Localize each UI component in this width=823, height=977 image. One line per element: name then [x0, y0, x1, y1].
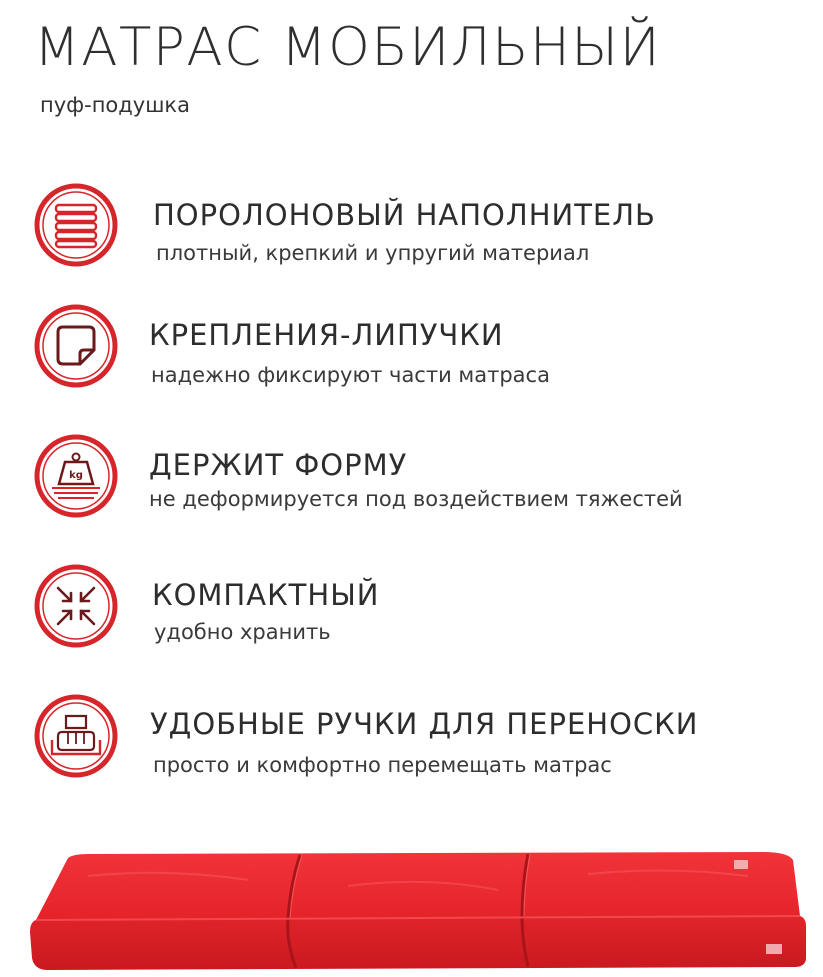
- feature-title: ДЕРЖИТ ФОРМУ: [149, 448, 408, 482]
- weight-kg-icon: [32, 432, 120, 520]
- feature-carry-handles: [0, 690, 823, 790]
- feature-velcro: [0, 300, 823, 400]
- svg-text:kg: kg: [69, 470, 83, 481]
- feature-description: удобно хранить: [154, 620, 331, 644]
- page-title: МАТРАС МОБИЛЬНЫЙ: [34, 17, 662, 78]
- feature-title: КРЕПЛЕНИЯ-ЛИПУЧКИ: [149, 318, 504, 352]
- mattress-image: [28, 846, 813, 971]
- feature-description: надежно фиксируют части матраса: [151, 363, 550, 387]
- carry-handle-icon: [32, 692, 120, 780]
- feature-title: КОМПАКТНЫЙ: [152, 578, 380, 612]
- feature-compact: [0, 560, 823, 660]
- velcro-patch-icon: [32, 302, 120, 390]
- feature-description: плотный, крепкий и упругий материал: [156, 241, 590, 265]
- feature-foam-filling: [0, 177, 823, 277]
- feature-title: УДОБНЫЕ РУЧКИ ДЛЯ ПЕРЕНОСКИ: [150, 707, 699, 741]
- feature-description: не деформируется под воздействием тяжестей: [149, 487, 683, 511]
- foam-layers-icon: [32, 181, 120, 269]
- feature-title: ПОРОЛОНОВЫЙ НАПОЛНИТЕЛЬ: [153, 198, 656, 232]
- compress-arrows-icon: [32, 562, 120, 650]
- feature-keeps-shape: [0, 430, 823, 530]
- feature-description: просто и комфортно перемещать матрас: [153, 753, 612, 777]
- page-subtitle: пуф-подушка: [40, 93, 190, 117]
